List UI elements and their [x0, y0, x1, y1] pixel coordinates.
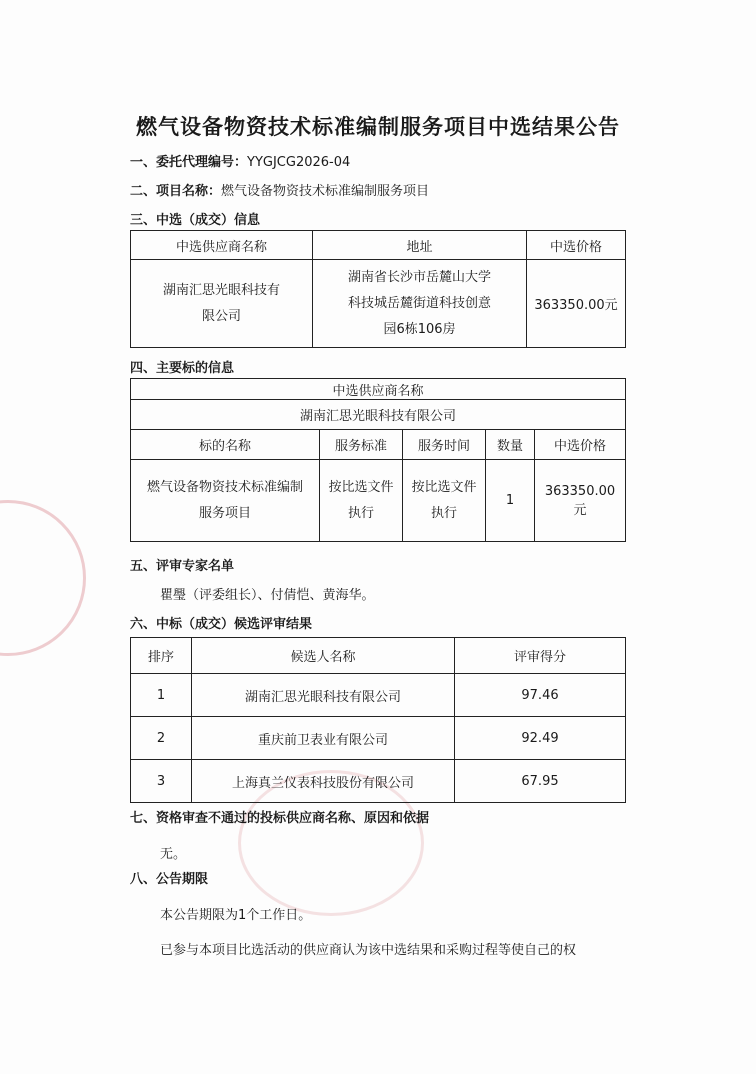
- th-service-standard: 服务标准: [320, 430, 403, 460]
- project-name-value: 燃气设备物资技术标准编制服务项目: [221, 184, 430, 199]
- th-candidate: 候选人名称: [192, 638, 455, 674]
- section-3-heading: 三、中选（成交）信息: [130, 213, 261, 228]
- cell-selected-price: 363350.00元: [535, 460, 626, 542]
- agency-code-line: [130, 151, 350, 170]
- selection-info-table: [130, 230, 626, 348]
- cell-candidate: 湖南汇思光眼科技有限公司: [192, 674, 455, 717]
- expert-list: 瞿璺（评委组长）、付倩恺、黄海华。: [160, 588, 375, 603]
- disqualified-text: 无。: [160, 847, 187, 862]
- cell-price: 363350.00元: [527, 260, 626, 348]
- cell-score: 67.95: [455, 760, 626, 803]
- th-service-time: 服务时间: [403, 430, 486, 460]
- th-address: 地址: [313, 231, 527, 260]
- main-subject-table: [130, 378, 626, 542]
- cell-service-time: 按比选文件 执行: [403, 460, 486, 542]
- cell-score: 97.46: [455, 674, 626, 717]
- section-4-heading: 四、主要标的信息: [130, 361, 235, 376]
- candidate-results-table: [130, 637, 626, 803]
- notice-period-text: 本公告期限为1个工作日。: [160, 908, 312, 923]
- cell-score: 92.49: [455, 717, 626, 760]
- table-row: [131, 717, 626, 760]
- cell-address: 湖南省长沙市岳麓山大学 科技城岳麓街道科技创意 园6栋106房: [313, 260, 527, 348]
- th-supplier: 中选供应商名称: [131, 231, 313, 260]
- th-score: 评审得分: [455, 638, 626, 674]
- cell-supplier: 湖南汇思光眼科技有 限公司: [131, 260, 313, 348]
- th-price: 中选价格: [527, 231, 626, 260]
- agency-code-value: YYGJCG2026-04: [247, 155, 351, 170]
- section-7-heading: 七、资格审查不通过的投标供应商名称、原因和依据: [130, 811, 430, 826]
- objection-text: 已参与本项目比选活动的供应商认为该中选结果和采购过程等使自己的权: [160, 943, 577, 958]
- cell-subject-name: 燃气设备物资技术标准编制 服务项目: [131, 460, 320, 542]
- cell-service-standard: 按比选文件 执行: [320, 460, 403, 542]
- section-8-heading: 八、公告期限: [130, 872, 209, 887]
- cell-supplier-name: 湖南汇思光眼科技有限公司: [131, 400, 626, 430]
- th-supplier-name: 中选供应商名称: [131, 379, 626, 400]
- red-seal-stamp: [0, 500, 86, 656]
- page-title: 燃气设备物资技术标准编制服务项目中选结果公告: [136, 115, 620, 139]
- project-name-line: [130, 180, 429, 199]
- agency-code-label: 一、委托代理编号：: [130, 155, 248, 170]
- cell-candidate: 上海真兰仪表科技股份有限公司: [192, 760, 455, 803]
- project-name-label: 二、项目名称：: [130, 184, 222, 199]
- cell-rank: 1: [131, 674, 192, 717]
- cell-candidate: 重庆前卫表业有限公司: [192, 717, 455, 760]
- section-5-heading: 五、评审专家名单: [130, 559, 235, 574]
- table-row: [131, 674, 626, 717]
- th-subject-name: 标的名称: [131, 430, 320, 460]
- th-quantity: 数量: [486, 430, 535, 460]
- section-6-heading: 六、中标（成交）候选评审结果: [130, 617, 313, 632]
- th-rank: 排序: [131, 638, 192, 674]
- table-row: [131, 760, 626, 803]
- cell-rank: 3: [131, 760, 192, 803]
- th-selected-price: 中选价格: [535, 430, 626, 460]
- cell-quantity: 1: [486, 460, 535, 542]
- cell-rank: 2: [131, 717, 192, 760]
